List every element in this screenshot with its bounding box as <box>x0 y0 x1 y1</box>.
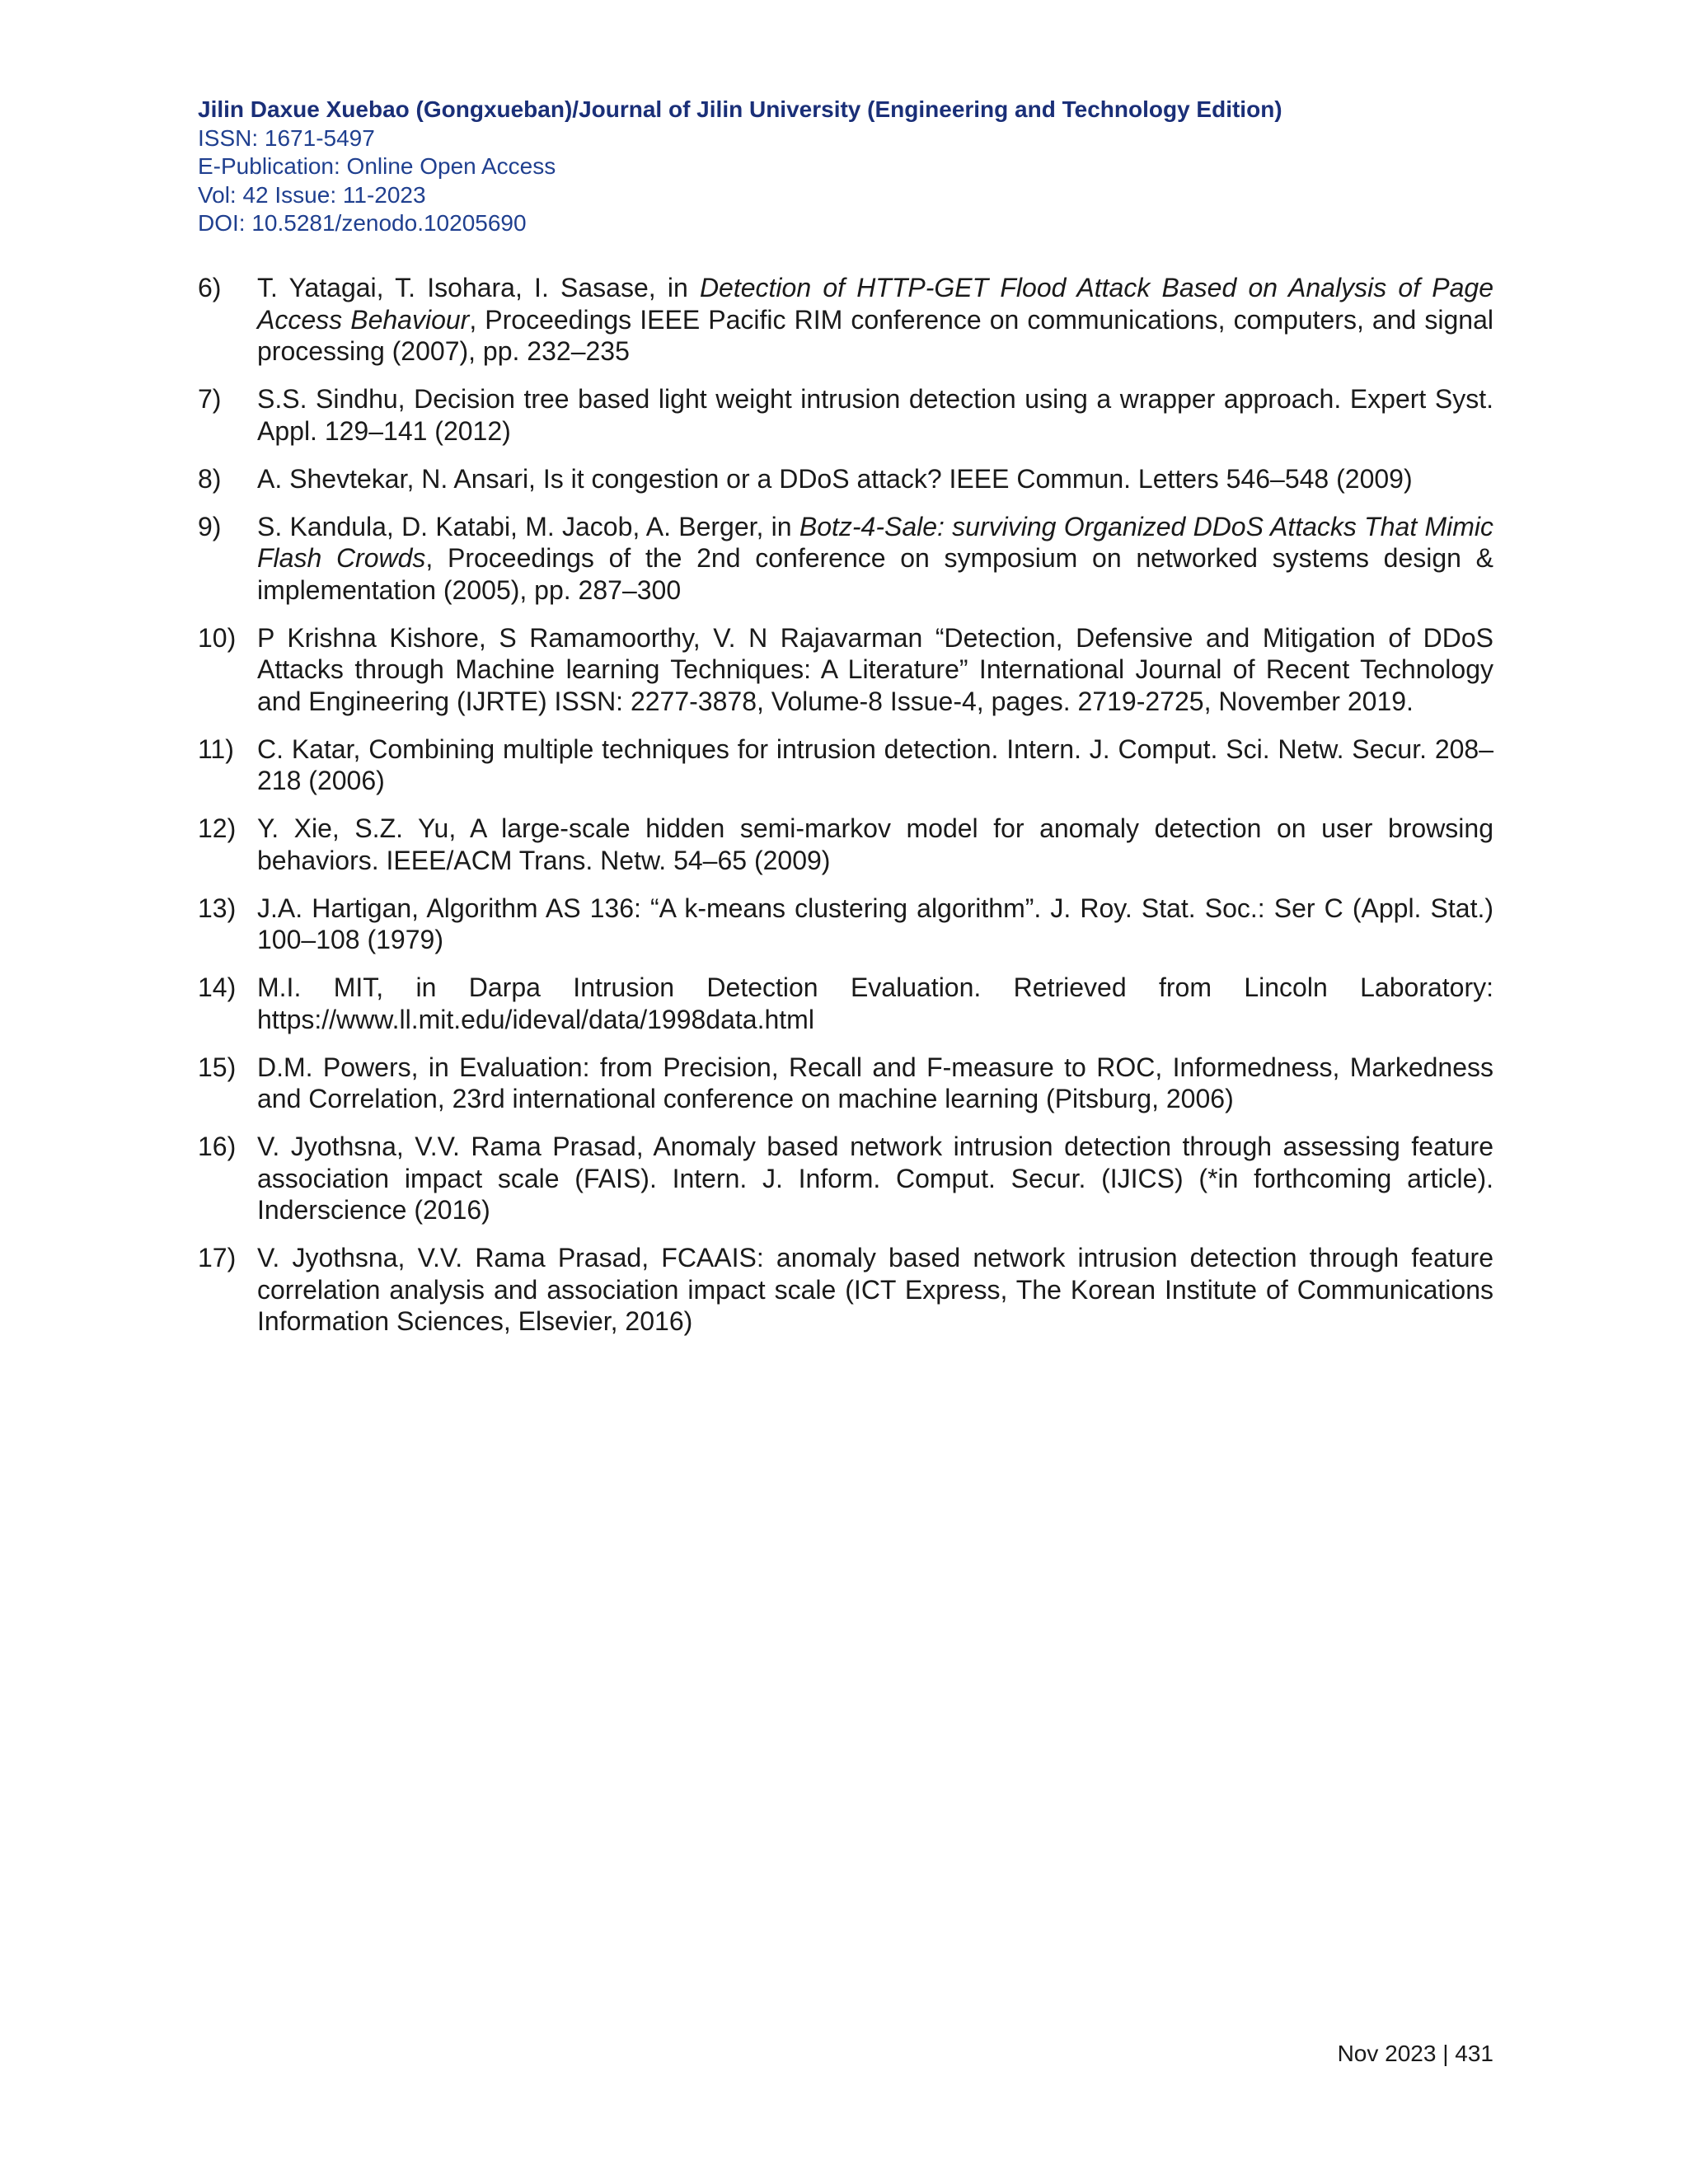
reference-number: 17) <box>198 1243 237 1272</box>
reference-text: T. Yatagai, T. Isohara, I. Sasase, in Detection of HTTP-GET Flood Attack Based on Analysis of Page Access Behaviour, Proceedings IEEE Pacific RIM conference on communications, computers, and signal processing (2007), pp. 232–235 <box>257 273 1494 366</box>
reference-text: A. Shevtekar, N. Ansari, Is it congestion or a DDoS attack? IEEE Commun. Letters 546–548 (2009) <box>257 463 1413 494</box>
reference-text: P Krishna Kishore, S Ramamoorthy, V. N Rajavarman “Detection, Defensive and Mitigation of DDoS Attacks through Machine learning Techniques: A Literature” International Journal of Recent Technology and Engineering (IJRTE) ISSN: 2277-3878, Volume-8 Issue-4, pages. 2719-2725, November 2019. <box>257 622 1493 716</box>
reference-number: 16) <box>198 1132 237 1161</box>
reference-number: 14) <box>198 972 237 1002</box>
reference-text: D.M. Powers, in Evaluation: from Precision, Recall and F-measure to ROC, Informedness, Markedness and Correlation, 23rd international conference on machine learning (Pitsburg, 2006) <box>257 1052 1493 1113</box>
reference-text: S. Kandula, D. Katabi, M. Jacob, A. Berger, in Botz-4-Sale: surviving Organized DDoS Attacks That Mimic Flash Crowds, Proceedings of the 2nd conference on symposium on networked systems design & implementation (2005), pp. 287–300 <box>257 511 1494 605</box>
reference-number: 7) <box>198 384 222 414</box>
journal-title: Jilin Daxue Xuebao (Gongxueban)/Journal of Jilin University (Engineering and Technology Edition) <box>198 96 1282 122</box>
issn-line: ISSN: 1671-5497 <box>198 124 375 151</box>
reference-number: 13) <box>198 893 237 923</box>
reference-item <box>198 272 1493 368</box>
reference-number: 12) <box>198 813 237 843</box>
reference-text: J.A. Hartigan, Algorithm AS 136: “A k-means clustering algorithm”. J. Roy. Stat. Soc.: Ser C (Appl. Stat.) 100–108 (1979) <box>257 893 1493 954</box>
reference-number: 11) <box>198 733 234 764</box>
reference-text: S.S. Sindhu, Decision tree based light weight intrusion detection using a wrapper approach. Expert Syst. Appl. 129–141 (2012) <box>257 384 1493 446</box>
reference-text: V. Jyothsna, V.V. Rama Prasad, FCAAIS: anomaly based network intrusion detection through feature correlation analysis and association impact scale (ICT Express, The Korean Institute of Communications Information Sciences, Elsevier, 2016) <box>257 1243 1493 1336</box>
reference-number: 6) <box>198 273 222 302</box>
doi-line: DOI: 10.5281/zenodo.10205690 <box>198 210 527 236</box>
reference-text: C. Katar, Combining multiple techniques for intrusion detection. Intern. J. Comput. Sci. Netw. Secur. 208–218 (2006) <box>257 733 1493 795</box>
reference-item <box>198 733 1493 797</box>
reference-item <box>198 511 1493 607</box>
reference-number: 9) <box>198 511 222 541</box>
volume-line: Vol: 42 Issue: 11-2023 <box>198 181 426 208</box>
reference-item <box>198 893 1493 956</box>
journal-header <box>198 96 1484 238</box>
reference-item <box>198 972 1493 1035</box>
reference-text: V. Jyothsna, V.V. Rama Prasad, Anomaly based network intrusion detection through assessing feature association impact scale (FAIS). Intern. J. Inform. Comput. Secur. (IJICS) (*in forthcoming article). Inderscience (2016) <box>257 1132 1493 1225</box>
reference-text: Y. Xie, S.Z. Yu, A large-scale hidden semi-markov model for anomaly detection on user browsing behaviors. IEEE/ACM Trans. Netw. 54–65 (2009) <box>257 813 1493 875</box>
publication-line: E-Publication: Online Open Access <box>198 153 556 179</box>
reference-number: 8) <box>198 463 222 494</box>
page-footer: Nov 2023 | 431 <box>1337 2041 1493 2066</box>
reference-text: M.I. MIT, in Darpa Intrusion Detection Evaluation. Retrieved from Lincoln Laboratory: https://www.ll.mit.edu/ideval/data/1998data.html <box>257 972 1493 1034</box>
reference-item <box>198 383 1493 447</box>
reference-item <box>198 622 1493 718</box>
reference-item <box>198 1131 1493 1226</box>
reference-item <box>198 463 1493 495</box>
reference-item <box>198 1242 1493 1338</box>
reference-list <box>198 272 1493 1353</box>
reference-item <box>198 813 1493 876</box>
reference-number: 15) <box>198 1052 237 1082</box>
reference-number: 10) <box>198 622 237 653</box>
reference-item <box>198 1052 1493 1115</box>
